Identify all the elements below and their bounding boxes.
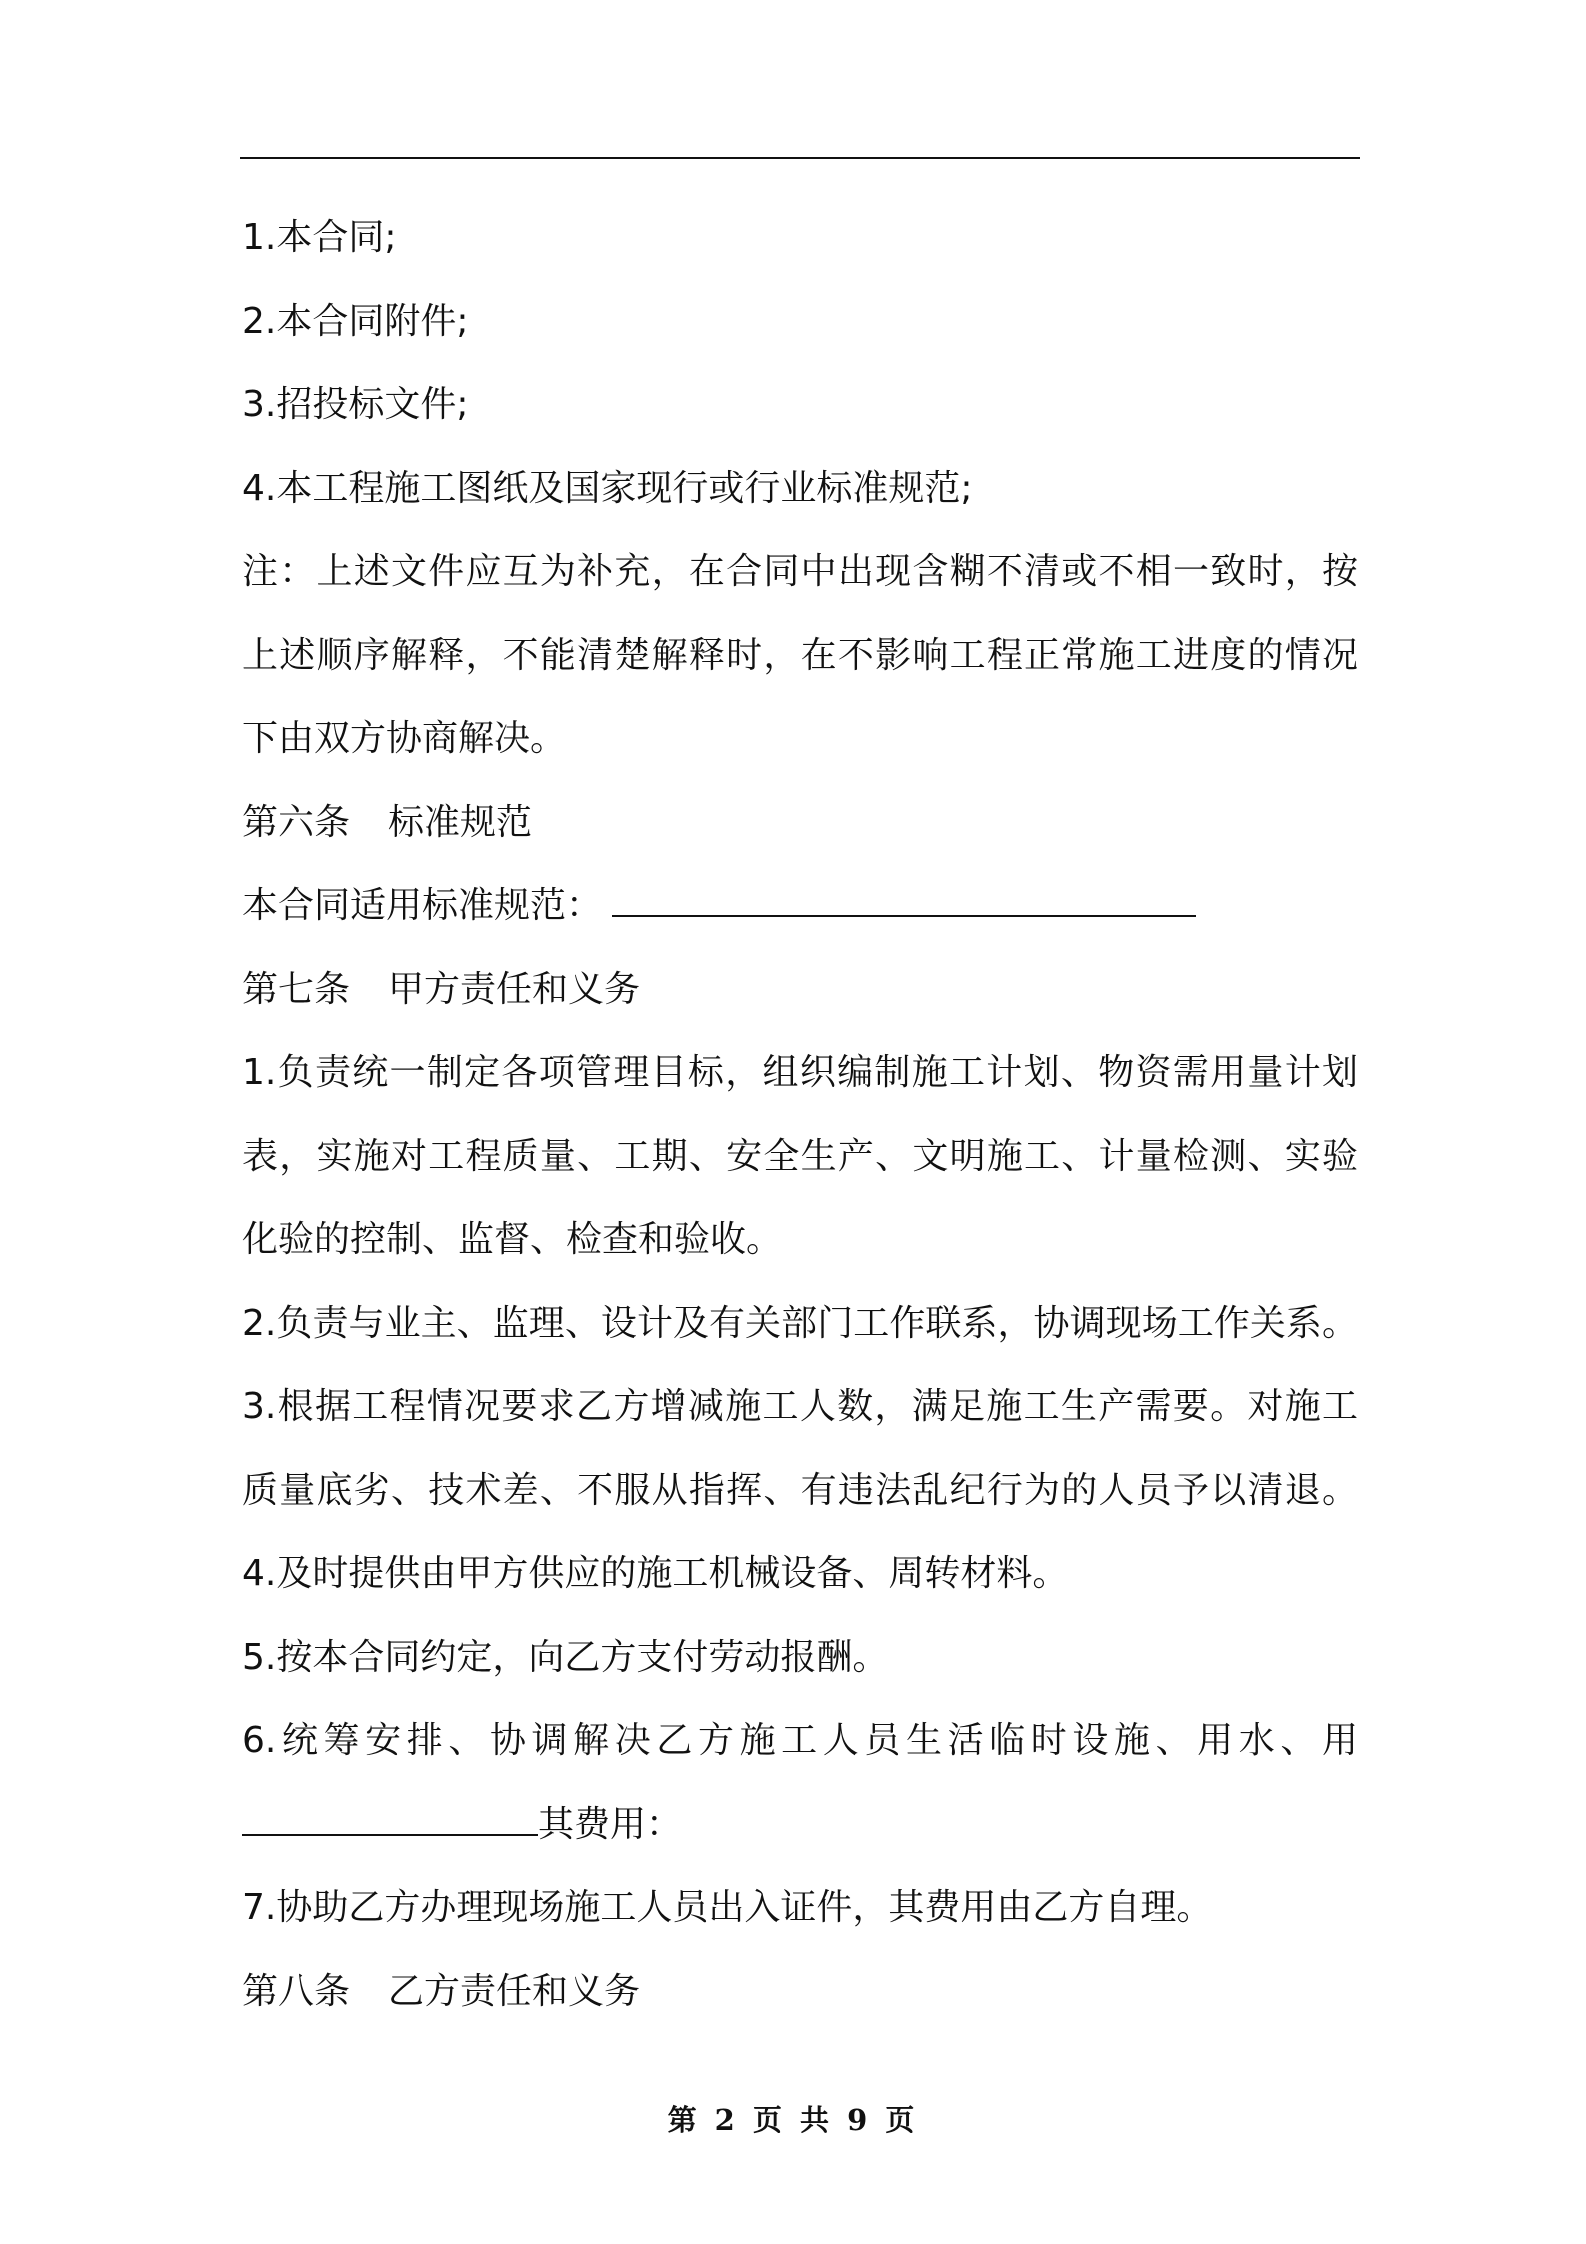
page-number: 第 2 页 共 9 页: [667, 2103, 919, 2137]
note-line: 下由双方协商解决。: [242, 718, 567, 759]
article-6-heading: [242, 781, 1358, 865]
clause-line: 3.根据工程情况要求乙方增减施工人数，满足施工生产需要。对施工: [242, 1386, 1358, 1427]
clause-line: 1.负责统一制定各项管理目标，组织编制施工计划、物资需用量计划: [242, 1052, 1358, 1093]
fill-in-blank[interactable]: [612, 885, 1196, 917]
clause-line: 3.招投标文件;: [242, 384, 469, 425]
clause-line: 4.本工程施工图纸及国家现行或行业标准规范;: [242, 467, 973, 509]
article-7-heading: [242, 948, 1358, 1032]
clause-line: 2.负责与业主、监理、设计及有关部门工作联系，协调现场工作关系。: [242, 1302, 1358, 1344]
clause-line: 1.本合同;: [242, 217, 397, 258]
standards-label: 本合同适用标准规范：: [242, 885, 603, 926]
article-number: 第六条: [242, 801, 351, 843]
fee-line: [242, 1783, 1358, 1867]
note-line: 上述顺序解释，不能清楚解释时，在不影响工程正常施工进度的情况: [242, 634, 1358, 676]
clause-line: 2.本合同附件;: [242, 300, 469, 342]
standards-line: [242, 864, 1358, 948]
article-number: 第七条: [242, 968, 351, 1010]
clause-line: 表，实施对工程质量、工期、安全生产、文明施工、计量检测、实验: [242, 1135, 1358, 1177]
article-number: 第八条: [242, 1970, 351, 2012]
article-8-heading: [242, 1950, 1358, 2034]
article-title: 甲方责任和义务: [388, 968, 641, 1010]
header-rule: [240, 157, 1360, 159]
clause-line: 化验的控制、监督、检查和验收。: [242, 1219, 783, 1260]
clause-line: 5.按本合同约定，向乙方支付劳动报酬。: [242, 1636, 889, 1678]
article-title: 标准规范: [388, 801, 533, 843]
article-title: 乙方责任和义务: [388, 1970, 641, 2012]
clause-line: 4.及时提供由甲方供应的施工机械设备、周转材料。: [242, 1553, 1069, 1594]
clause-line: 6.统筹安排、协调解决乙方施工人员生活临时设施、用水、用: [242, 1720, 1358, 1761]
fee-label: 其费用：: [538, 1803, 683, 1845]
document-body: [242, 196, 1358, 2033]
clause-line: 7.协助乙方办理现场施工人员出入证件，其费用由乙方自理。: [242, 1887, 1213, 1928]
clause-line: 质量底劣、技术差、不服从指挥、有违法乱纪行为的人员予以清退。: [242, 1469, 1358, 1511]
fill-in-blank[interactable]: [242, 1804, 538, 1836]
note-line: 注：上述文件应互为补充，在合同中出现含糊不清或不相一致时，按: [242, 551, 1358, 592]
